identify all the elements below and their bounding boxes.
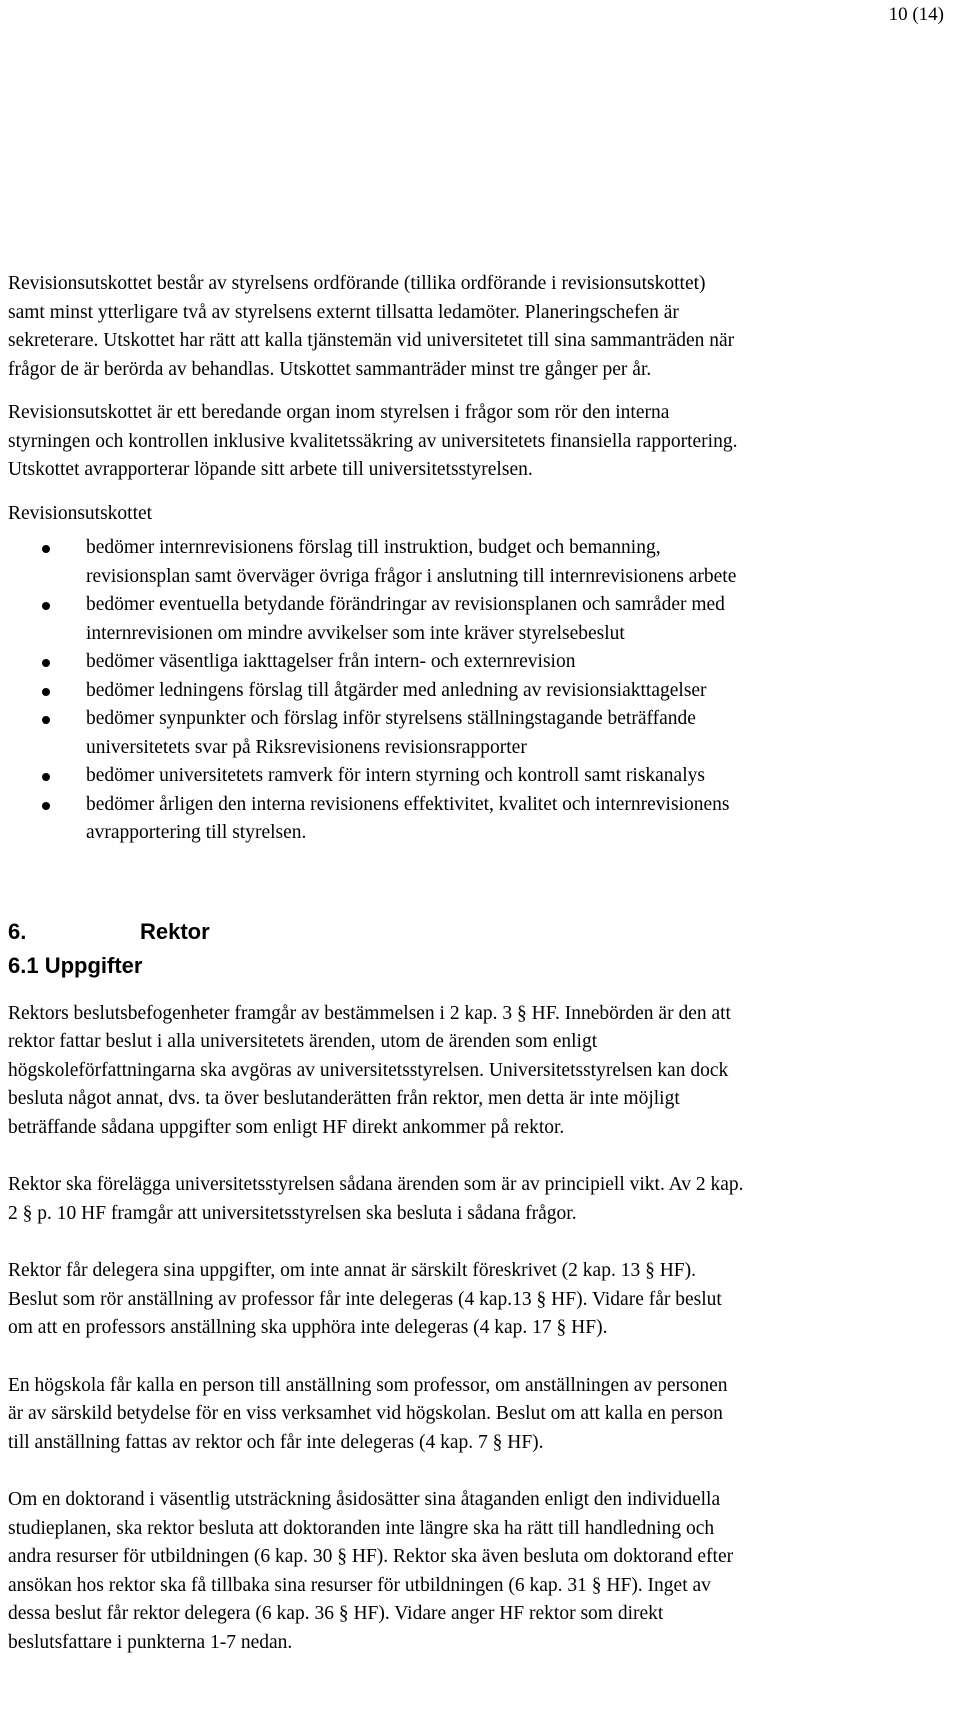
text-line: bedömer synpunkter och förslag inför styrelsens ställningstagande beträffande [86,708,696,729]
text-line: Beslut som rör anställning av professor får inte delegeras (4 kap.13 § HF). Vidare får beslut [8,1288,722,1310]
section-title: Rektor [140,918,210,944]
text-line: beträffande sådana uppgifter som enligt HF direkt ankommer på rektor. [8,1116,565,1138]
text-line: Rektor ska förelägga universitetsstyrelsen sådana ärenden som är av principiell vikt. Av 2 kap. [8,1174,744,1195]
text-line: Rektor får delegera sina uppgifter, om inte annat är särskilt föreskrivet (2 kap. 13 § HF). [8,1260,697,1281]
rektor-paragraph-3 [8,1257,948,1343]
bullet-icon [42,659,50,667]
text-line: bedömer väsentliga iakttagelser från intern- och externrevision [86,651,576,672]
text-line: andra resurser för utbildningen (6 kap. 30 § HF). Rektor ska även besluta om doktorand efter [8,1546,734,1567]
text-line: 2 § p. 10 HF framgår att universitetsstyrelsen ska besluta i sådana frågor. [8,1202,577,1224]
list-item [8,762,948,791]
text-line: styrningen och kontrollen inklusive kvalitetssäkring av universitetets finansiella rapportering. [8,430,738,452]
text-line: beslutsfattare i punkterna 1-7 nedan. [8,1631,293,1653]
list-item [8,705,948,762]
section-heading [8,918,948,946]
bullet-icon [42,716,50,724]
rektor-paragraph-5 [8,1486,948,1657]
rektor-paragraph-4 [8,1372,948,1458]
bullet-icon [42,545,50,553]
section-number: 6. [8,918,27,944]
text-line: bedömer internrevisionens förslag till instruktion, budget och bemanning, [86,537,661,558]
revision-list-intro: Revisionsutskottet [8,502,153,524]
revision-paragraph-1 [8,270,948,384]
text-line: ansökan hos rektor ska få tillbaka sina resurser för utbildningen (6 kap. 31 § HF). Inget av [8,1574,711,1596]
rektor-paragraph-2 [8,1171,948,1228]
text-line: högskoleförfattningarna ska avgöras av universitetsstyrelsen. Universitetsstyrelsen kan dock [8,1059,729,1081]
text-line: sekreterare. Utskottet har rätt att kalla tjänstemän vid universitetet till sina sammanträden när [8,330,735,351]
text-line: samt minst ytterligare två av styrelsens externt tillsatta ledamöter. Planeringschefen är [8,301,679,323]
text-line: avrapportering till styrelsen. [86,822,307,843]
text-line: Om en doktorand i väsentlig utsträckning åsidosätter sina åtaganden enligt den individuella [8,1489,721,1510]
text-line: internrevisionen om mindre avvikelser som inte kräver styrelsebeslut [86,622,625,644]
rektor-paragraph-1 [8,1000,948,1143]
text-line: frågor de är berörda av behandlas. Utskottet sammanträder minst tre gånger per år. [8,358,652,380]
list-item [8,591,948,648]
text-line: dessa beslut får rektor delegera (6 kap. 36 § HF). Vidare anger HF rektor som direkt [8,1603,664,1624]
text-line: bedömer årligen den interna revisionens effektivitet, kvalitet och internrevisionens [86,793,730,815]
bullet-icon [42,773,50,781]
text-line: rektor fattar beslut i alla universitetets ärenden, utom de ärenden som enligt [8,1031,598,1052]
list-item [8,648,948,677]
text-line: Revisionsutskottet är ett beredande organ inom styrelsen i frågor som rör den interna [8,402,670,423]
list-item [8,534,948,591]
text-line: till anställning fattas av rektor och får inte delegeras (4 kap. 7 § HF). [8,1431,544,1453]
text-line: om att en professors anställning ska upphöra inte delegeras (4 kap. 17 § HF). [8,1317,608,1338]
text-line: bedömer ledningens förslag till åtgärder med anledning av revisionsiakttagelser [86,679,707,701]
text-line: bedömer eventuella betydande förändringar av revisionsplanen och samråder med [86,594,725,615]
text-line: Rektors beslutsbefogenheter framgår av bestämmelsen i 2 kap. 3 § HF. Innebörden är den att [8,1002,731,1024]
list-item [8,791,948,848]
bullet-icon [42,602,50,610]
text-line: besluta något annat, dvs. ta över beslutanderätten från rektor, men detta är inte möjligt [8,1088,680,1109]
text-line: bedömer universitetets ramverk för intern styrning och kontroll samt riskanalys [86,765,705,786]
text-line: studieplanen, ska rektor besluta att doktoranden inte längre ska ha rätt till handledning och [8,1517,715,1539]
list-item [8,677,948,706]
revision-duties-list [8,534,948,848]
page-number: 10 (14) [888,4,944,25]
bullet-icon [42,802,50,810]
revision-paragraph-2 [8,399,948,485]
text-line: är av särskild betydelse för en viss verksamhet vid högskolan. Beslut om att kalla en person [8,1403,723,1424]
subsection-heading: 6.1 Uppgifter [8,952,143,978]
text-line: revisionsplan samt överväger övriga frågor i anslutning till internrevisionens arbete [86,565,737,587]
text-line: Revisionsutskottet består av styrelsens ordförande (tillika ordförande i revisionsutskottet) [8,273,706,294]
rektor-section [8,1000,948,1658]
text-line: Utskottet avrapporterar löpande sitt arbete till universitetsstyrelsen. [8,459,533,480]
text-line: universitetets svar på Riksrevisionens revisionsrapporter [86,736,527,758]
text-line: En högskola får kalla en person till anställning som professor, om anställningen av personen [8,1374,728,1396]
bullet-icon [42,688,50,696]
document-body [8,270,948,1686]
